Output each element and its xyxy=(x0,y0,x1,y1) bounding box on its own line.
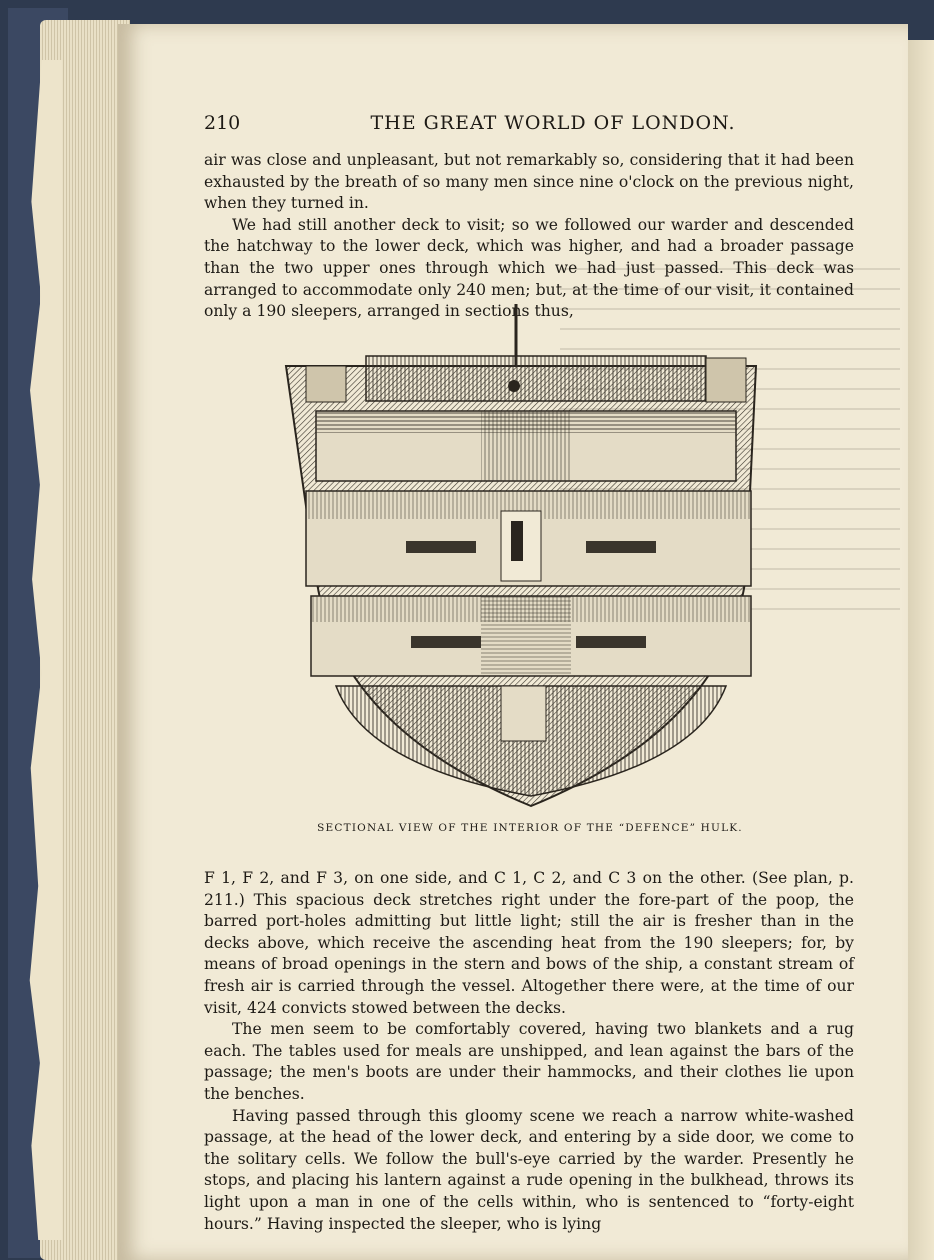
paragraph: Having passed through this gloomy scene we reach a narrow white-washed passage, at the head of the lower deck, and entering by a side door, we come to the solitary cells. We follow the bull's-eye carried by the warder. Presently he stops, and placing his lantern against a rude opening in the bulkhead, throws its light upon a man in one of the cells within, who is sentenced to “forty-eight hours.” Having inspected the sleeper, who is lying xyxy=(204,1106,854,1233)
page-header xyxy=(200,112,856,142)
paragraph: F 1, F 2, and F 3, on one side, and C 1, C 2, and C 3 on the other. (See plan, p. 211.) This spacious deck stretches right under the fore-part of the poop, the barred port-holes admitting but little light; still the air is fresher than in the decks above, which receive the ascending heat from the 190 sleepers; for, by means of broad openings in the stern and bows of the ship, a constant stream of fresh air is carried through the vessel. Altogether there were, at the time of our visit, 424 convicts stowed between the decks. xyxy=(204,869,854,1017)
running-title: THE GREAT WORLD OF LONDON. xyxy=(370,112,736,134)
paragraph: We had still another deck to visit; so we followed our warder and descended the hatchway to the lower deck, which was higher, and had a broader passage than the two upper ones through which we had just passed. This deck was arranged to accommodate only 240 men; but, at the time of our visit, it contained only a 190 sleepers, arranged in sections thus, xyxy=(204,215,854,321)
page-number: 210 xyxy=(204,112,241,134)
paragraph: The men seem to be comfortably covered, having two blankets and a rug each. The tables used for meals are unshipped, and lean against the bars of the passage; the men's boots are under their hammocks, and their clothes lie upon the benches. xyxy=(204,1020,854,1103)
paragraph: air was close and unpleasant, but not remarkably so, considering that it had been exhausted by the breath of so many men since nine o'clock on the previous night, when they turned in. xyxy=(204,151,854,213)
facing-page-edge xyxy=(904,40,934,1260)
hulk-section-illustration xyxy=(276,296,786,816)
bottom-text-block xyxy=(204,868,854,1235)
figure-caption: SECTIONAL VIEW OF THE INTERIOR OF THE “DEFENCE” HULK. xyxy=(317,822,743,834)
